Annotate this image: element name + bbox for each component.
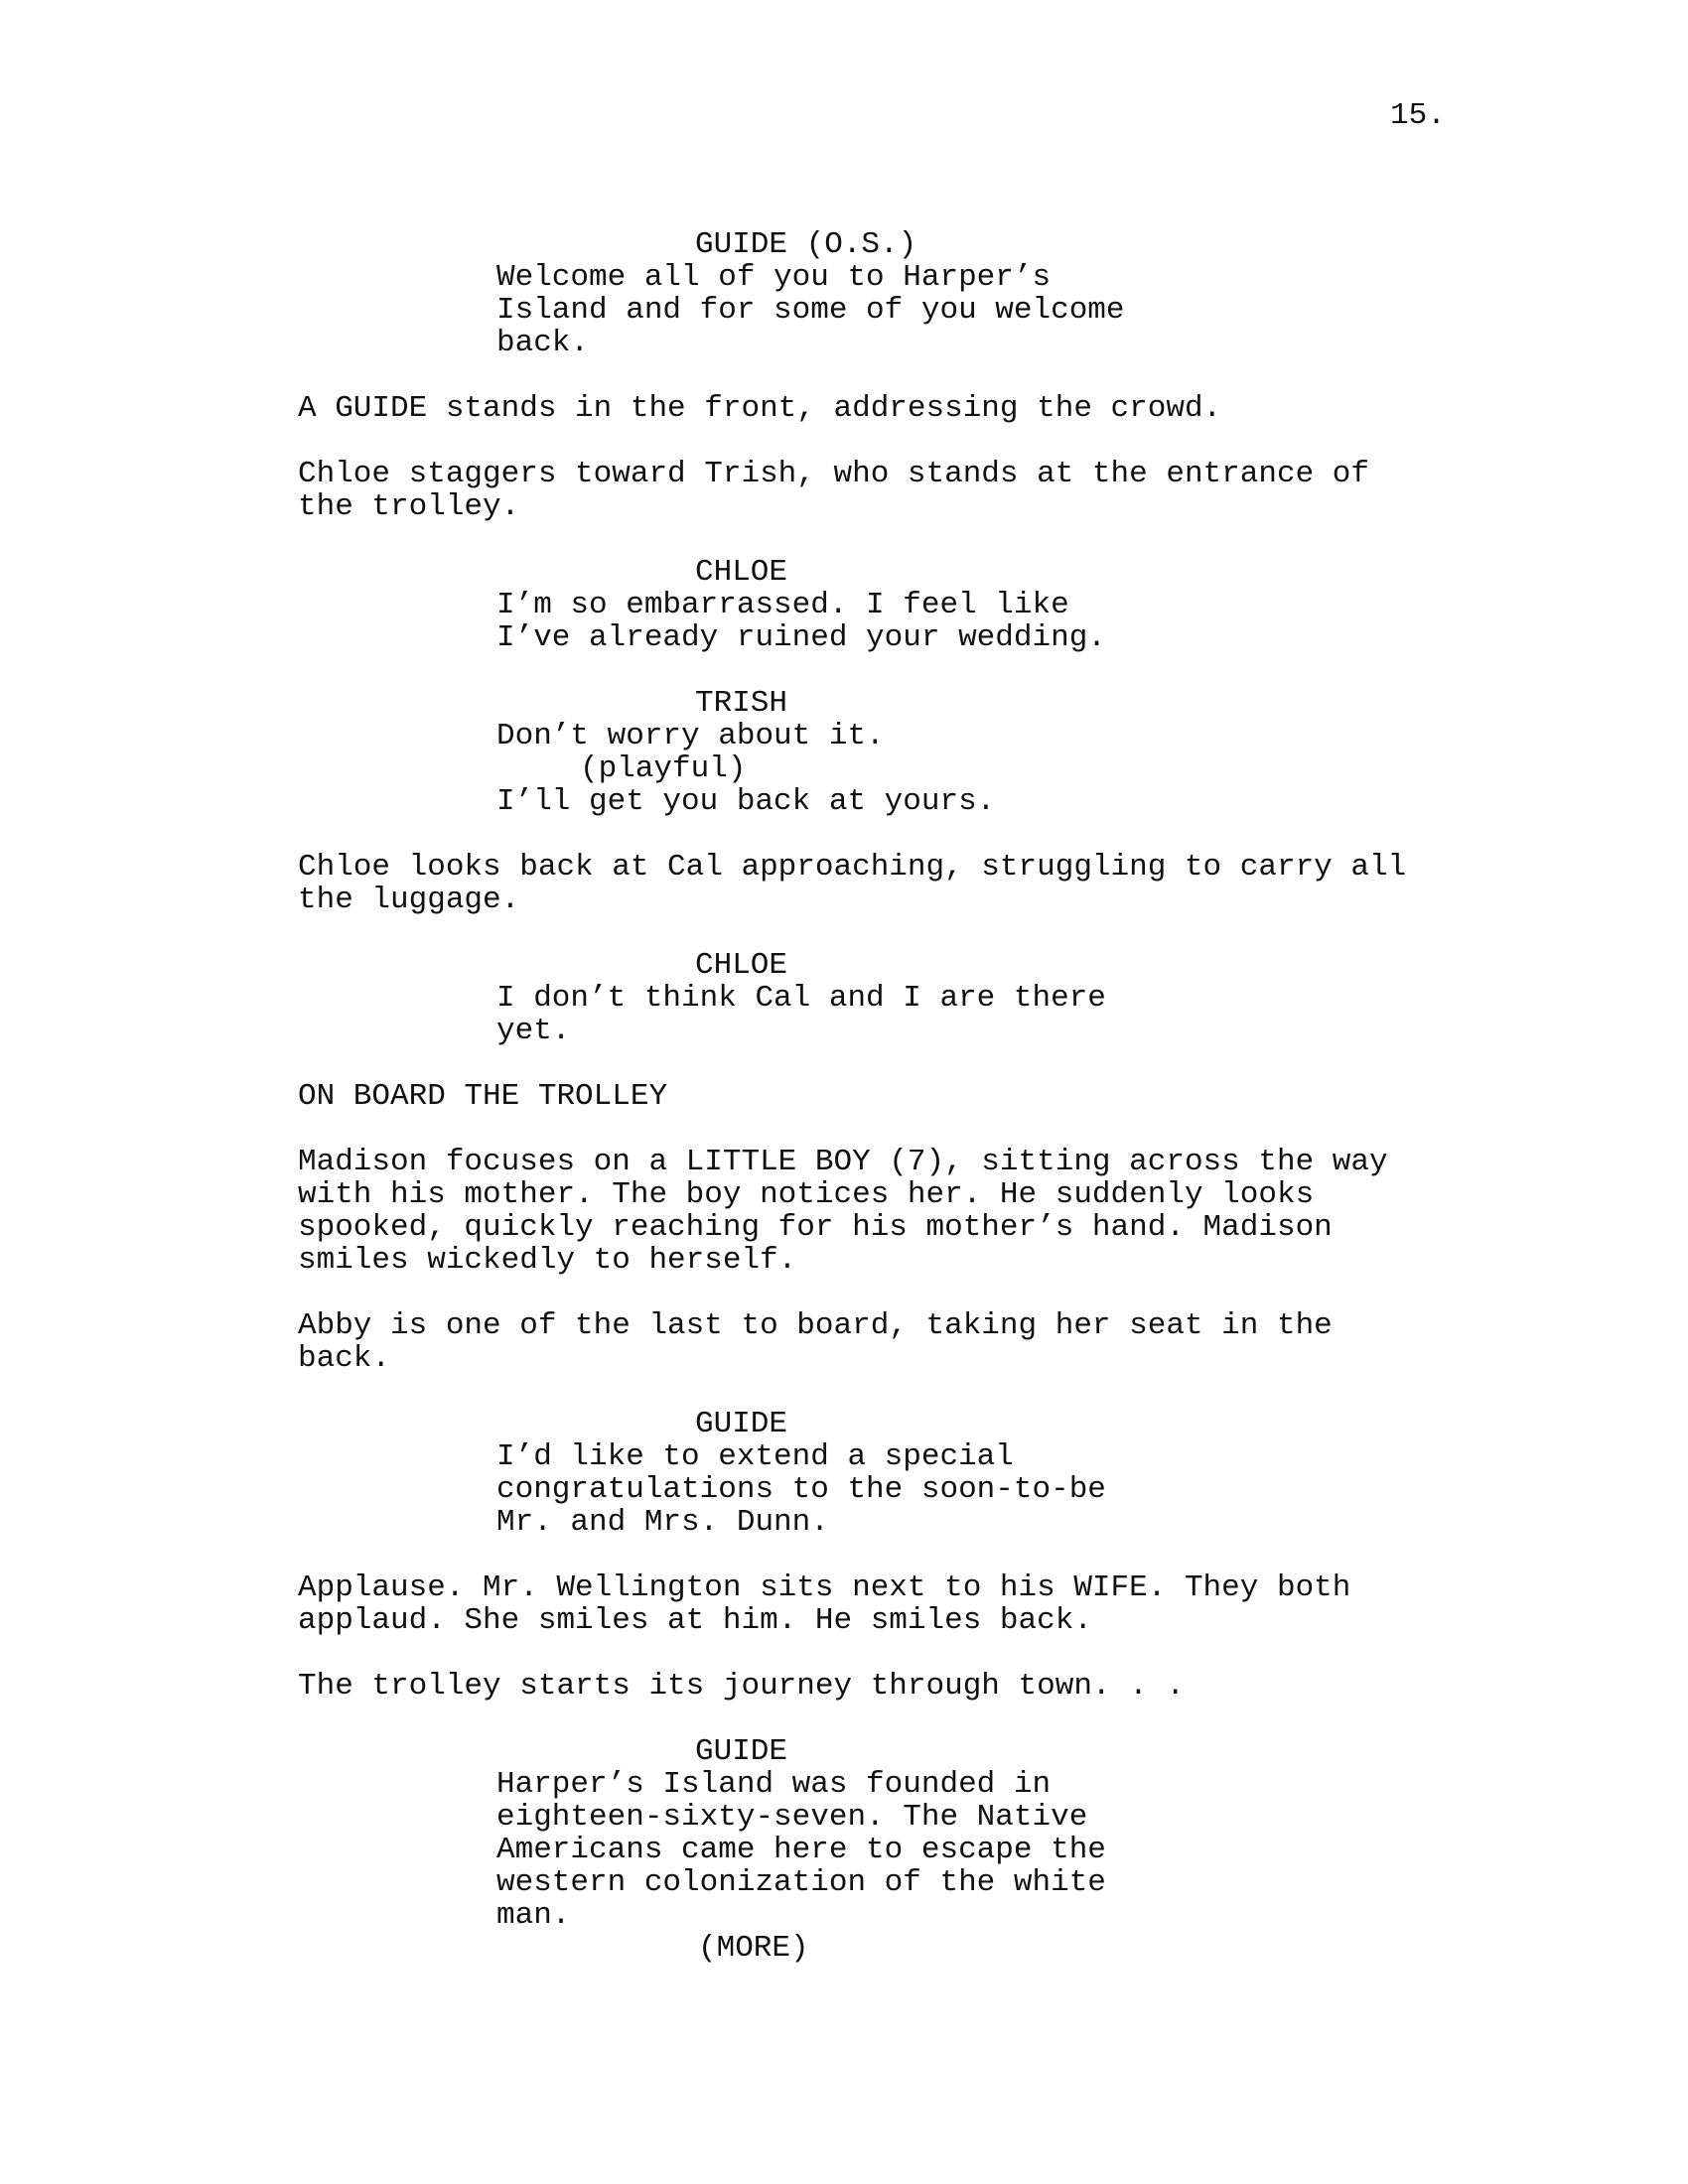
- more-marker: (MORE): [698, 1931, 809, 1966]
- action-line: Applause. Mr. Wellington sits next to his WIFE. They both applaud. She smiles at him. He smiles back.: [298, 1570, 1351, 1638]
- action-line: Chloe looks back at Cal approaching, struggling to carry all the luggage.: [298, 850, 1407, 917]
- dialogue-block: Harper’s Island was founded in eighteen-sixty-seven. The Native Americans came here to escape the western colonization of the white man.: [496, 1767, 1106, 1933]
- character-cue: TRISH: [695, 686, 788, 721]
- dialogue-block: I don’t think Cal and I are there yet.: [496, 981, 1106, 1048]
- dialogue-block: Don’t worry about it.: [496, 719, 885, 753]
- character-cue: CHLOE: [695, 948, 788, 983]
- action-line: The trolley starts its journey through town. . .: [298, 1669, 1185, 1704]
- action-line: Madison focuses on a LITTLE BOY (7), sitting across the way with his mother. The boy notices her. He suddenly looks spooked, quickly reaching for his mother’s hand. Madison smiles wickedly to herself.: [298, 1145, 1388, 1278]
- dialogue-block: I’m so embarrassed. I feel like I’ve already ruined your wedding.: [496, 588, 1106, 655]
- dialogue-block: Welcome all of you to Harper’s Island and for some of you welcome back.: [496, 260, 1125, 360]
- character-cue: GUIDE (O.S.): [695, 227, 917, 262]
- scene-subheading: ON BOARD THE TROLLEY: [298, 1079, 668, 1114]
- page-number: 15.: [1390, 98, 1446, 133]
- character-cue: CHLOE: [695, 555, 788, 590]
- dialogue-block: I’ll get you back at yours.: [496, 784, 996, 819]
- parenthetical: (playful): [580, 751, 747, 786]
- character-cue: GUIDE: [695, 1407, 788, 1441]
- character-cue: GUIDE: [695, 1734, 788, 1769]
- dialogue-block: I’d like to extend a special congratulations to the soon-to-be Mr. and Mrs. Dunn.: [496, 1439, 1106, 1540]
- action-line: A GUIDE stands in the front, addressing the crowd.: [298, 391, 1222, 426]
- action-line: Abby is one of the last to board, taking her seat in the back.: [298, 1308, 1333, 1376]
- action-line: Chloe staggers toward Trish, who stands at the entrance of the trolley.: [298, 457, 1369, 524]
